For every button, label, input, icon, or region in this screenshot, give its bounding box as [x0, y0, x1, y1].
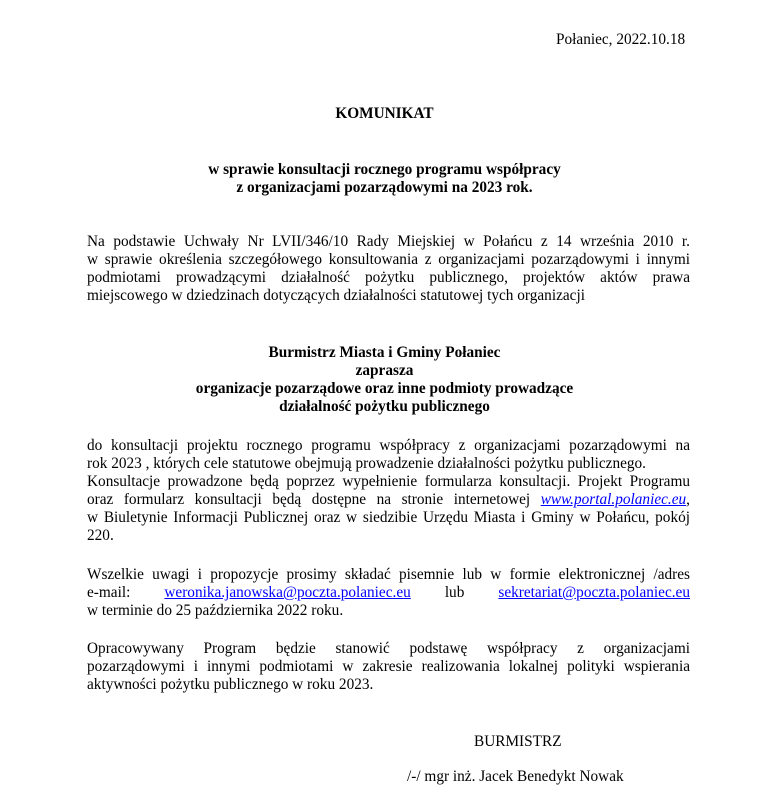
date-line: Połaniec, 2022.10.18 [556, 31, 686, 48]
program-paragraph [87, 640, 690, 694]
invitation-line: zaprasza [355, 362, 414, 379]
paragraph-line [87, 491, 690, 509]
paragraph-line: rok 2023 , których cele statutowe obejmują prowadzenie działalności pożytku publicznego. [87, 455, 647, 472]
invitation-line: działalność pożytku publicznego [279, 398, 490, 415]
paragraph-line: 220. [87, 527, 114, 544]
signature-title: BURMISTRZ [474, 733, 562, 750]
feedback-paragraph [87, 566, 690, 620]
paragraph-line: w terminie do 25 października 2022 roku. [87, 602, 344, 619]
document-title: KOMUNIKAT [335, 105, 434, 122]
document-subtitle [0, 161, 769, 197]
paragraph-line: Opracowywany Program będzie stanowić podstawę współpracy z organizacjami [87, 640, 690, 657]
consultation-paragraph [87, 437, 690, 545]
invitation-block [0, 344, 769, 416]
email-line [87, 584, 690, 602]
paragraph-text: , [686, 491, 690, 508]
invitation-line: organizacje pozarządowe oraz inne podmioty prowadzące [195, 380, 574, 397]
subtitle-line: w sprawie konsultacji rocznego programu współpracy [208, 161, 561, 178]
invitation-line: Burmistrz Miasta i Gminy Połaniec [268, 344, 501, 361]
paragraph-line: aktywności pożytku publicznego w roku 2023. [87, 676, 374, 693]
paragraph-line: w sprawie określenia szczegółowego konsultowania z organizacjami pozarządowymi i innymi [87, 251, 690, 268]
email-link-sekretariat[interactable]: sekretariat@poczta.polaniec.eu [498, 584, 690, 601]
or-word: lub [444, 584, 465, 601]
subtitle-line: z organizacjami pozarządowymi na 2023 rok. [236, 179, 533, 196]
paragraph-line: Wszelkie uwagi i propozycje prosimy składać pisemnie lub w formie elektronicznej /adres [87, 566, 690, 583]
paragraph-line: Konsultacje prowadzone będą poprzez wypełnienie formularza konsultacji. Projekt Programu [87, 473, 690, 490]
signature-name: /-/ mgr inż. Jacek Benedykt Nowak [407, 768, 624, 785]
email-link-weronika[interactable]: weronika.janowska@poczta.polaniec.eu [164, 584, 411, 601]
paragraph-line: pozarządowymi i innymi podmiotami w zakresie realizowania lokalnej polityki wspierania [87, 658, 690, 675]
email-label: e-mail: [87, 584, 131, 601]
paragraph-text: oraz formularz konsultacji będą dostępne na stronie internetowej [87, 491, 541, 508]
paragraph-line: miejscowego w dziedzinach dotyczących działalności statutowej tych organizacji [87, 287, 585, 304]
paragraph-line: Na podstawie Uchwały Nr LVII/346/10 Rady Miejskiej w Połańcu z 14 września 2010 r. [87, 233, 690, 250]
paragraph-line: podmiotami prowadzącymi działalność pożytku publicznego, projektów aktów prawa [87, 269, 690, 286]
paragraph-line: do konsultacji projektu rocznego programu współpracy z organizacjami pozarządowymi na [87, 437, 690, 454]
legal-basis-paragraph [87, 233, 690, 305]
website-link[interactable]: www.portal.polaniec.eu [540, 491, 687, 508]
paragraph-line: w Biuletynie Informacji Publicznej oraz w siedzibie Urzędu Miasta i Gminy w Połańcu, pokój [87, 509, 690, 526]
